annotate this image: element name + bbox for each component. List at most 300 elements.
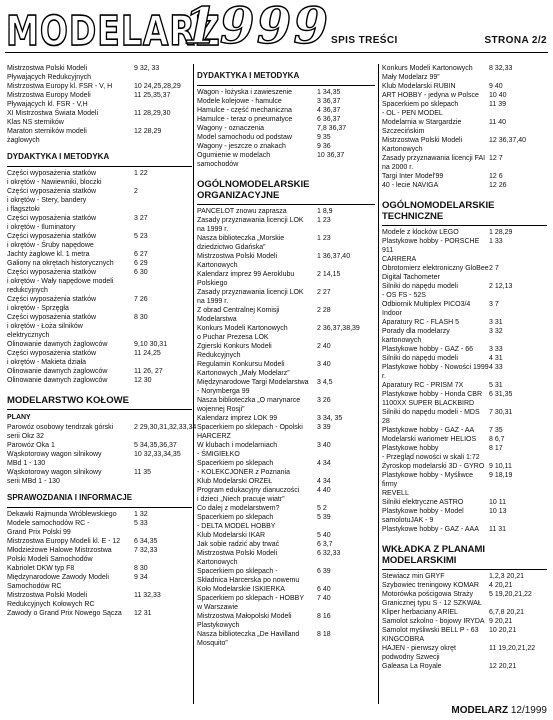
section-title: SPIS TREŚCI — [331, 35, 398, 46]
toc-entry — [197, 549, 375, 567]
entry-title: Galiony na okrętach historycznych — [7, 260, 114, 267]
toc-entry — [7, 187, 192, 214]
entry-issue-pages: 3 4,5 — [317, 379, 333, 386]
section-heading: DYDAKTYKA I METODYKA — [197, 71, 300, 80]
entry-title: Wagon - łożyska i zawieszenie — [197, 89, 293, 96]
entry-issue-pages: 9 18,19 — [489, 472, 513, 479]
entry-issue-pages: 3 33 — [489, 346, 503, 353]
entry-issue-pages: 1 22 — [134, 170, 148, 177]
entry-issue-pages: 9 36 — [317, 143, 331, 150]
toc-entry — [7, 537, 192, 546]
entry-title: Olinowanie dawnych żaglowców — [7, 377, 108, 384]
entry-title: Porady dla modelarzy kartonowych — [382, 328, 450, 344]
magazine-logo: MODELARZ — [6, 6, 221, 55]
entry-issue-pages: 5 19,20,21,22 — [489, 591, 532, 598]
entry-title: Galeasa La Royale — [382, 663, 442, 670]
entry-title: Konkurs Modeli Kartonowych Mały Modelarz 99” — [382, 65, 473, 81]
toc-entry — [7, 340, 192, 349]
entry-issue-pages: 4 36,37 — [317, 107, 341, 114]
toc-entry — [382, 590, 547, 608]
entry-issue-pages: 9 10,11 — [489, 463, 512, 470]
toc-entry — [382, 118, 547, 136]
entry-title: Szybowiec treningowy KOMAR — [382, 582, 479, 589]
entry-title: Młodzieżowe Halowe Mistrzostwa Polski Modeli Samochodów — [7, 547, 112, 563]
page-number: STRONA 2/2 — [484, 35, 547, 46]
entry-issue-pages: 2 12,13 — [489, 283, 513, 290]
toc-entry — [197, 106, 375, 115]
entry-title: Odbiornik Multiplex PICO3/4 Indoor — [382, 301, 471, 317]
toc-entry — [382, 626, 547, 644]
entry-title: XI Mistrzostwa Świata Modeli Klas NS sterników — [7, 110, 99, 126]
toc-entry — [382, 282, 547, 300]
entry-title: Mistrzostwa Europy kl. FSR - V, H — [7, 83, 113, 90]
entry-issue-pages: 5 33 — [134, 520, 148, 527]
toc-entry — [197, 142, 375, 151]
entry-title: Części wyposażenia statków i okrętów - Wały napędowe modeli redukcyjnych — [7, 269, 114, 294]
entry-title: Nasza biblioteczka „De Havilland Mosquito” — [197, 631, 300, 647]
toc-entry — [382, 100, 547, 118]
toc-entry — [382, 264, 547, 282]
entry-title: Mistrzostwa Polski Modeli Kartonowych — [382, 137, 463, 153]
entry-issue-pages: 1 34,35 — [317, 89, 341, 96]
toc-entry — [382, 444, 547, 462]
entry-issue-pages: 1 32 — [134, 511, 148, 518]
toc-entry — [382, 228, 547, 237]
entry-title: Nasza biblioteczka „O marynarce wojennej Rosji” — [197, 397, 301, 413]
toc-entry — [7, 259, 192, 268]
toc-entry — [7, 546, 192, 564]
entry-issue-pages: 12 36,37,40 — [489, 137, 526, 144]
toc-entry — [197, 477, 375, 486]
entry-title: W klubach i modelarniach - ŚMIGIEŁKO — [197, 442, 278, 458]
section-heading: DYDAKTYKA I METODYKA — [7, 152, 110, 161]
entry-title: Kalendarz imprez 99 Aeroklubu Polskiego — [197, 271, 295, 287]
toc-entry — [197, 252, 375, 270]
entry-title: Co dalej z modelarstwem? — [197, 505, 280, 512]
toc-entry — [7, 450, 192, 468]
entry-title: Silniki do napędu modeli - OS FS - 52S — [382, 283, 458, 299]
entry-issue-pages: 4 34 — [317, 460, 331, 467]
entry-issue-pages: 6 31,35 — [489, 391, 513, 398]
entry-title: Stewiacz min GRYF — [382, 573, 445, 580]
entry-issue-pages: 6 34,35 — [134, 538, 158, 545]
entry-issue-pages: 7 26 — [134, 296, 148, 303]
toc-entry — [382, 462, 547, 471]
entry-title: Spacerkiem po sklepach - DELTA MODEL HOBBY — [197, 514, 276, 530]
entry-title: Konkurs Modeli Kartonowych o Puchar Prezesa LOK — [197, 325, 288, 341]
entry-title: Ogumienie w modelach samochodów — [197, 152, 271, 168]
toc-entry — [7, 591, 192, 609]
entry-issue-pages: 6 30 — [134, 269, 148, 276]
entry-issue-pages: 2 — [134, 188, 138, 195]
entry-title: Mistrzostwa Europy Modeli Pływających kl. FSR - V,H — [7, 92, 91, 108]
toc-entry — [382, 237, 547, 264]
toc-entry — [382, 498, 547, 507]
entry-title: Wagony - oznaczenia — [197, 125, 265, 132]
entry-title: Zgierski Konkurs Modeli Redukcyjnych — [197, 343, 272, 359]
toc-entry — [382, 64, 547, 82]
toc-entry — [382, 381, 547, 390]
entry-issue-pages: 7 30,31 — [489, 409, 513, 416]
entry-title: Kalendarz imprez LOK 99 — [197, 415, 278, 422]
toc-entry — [7, 268, 192, 295]
subsection-heading: PLANY — [7, 414, 31, 421]
entry-issue-pages: 6 39 — [317, 568, 331, 575]
toc-entry — [7, 349, 192, 367]
entry-title: Obrotomierz elektroniczny GloBee Digital Tachometer — [382, 265, 489, 281]
section-heading: OGÓLNOMODELARSKIE TECHNICZNE — [382, 200, 495, 222]
entry-title: Części wyposażenia statków i okrętów - Makieta działa — [7, 350, 97, 366]
entry-title: PANCELOT znowu zaprasza — [197, 208, 287, 215]
entry-title: Jachty żaglowe kl. 1 metra — [7, 251, 90, 258]
entry-issue-pages: 7 40 — [317, 595, 331, 602]
entry-title: Zasady przyznawania licencji LOK na 1999 r. — [197, 217, 304, 233]
toc-entry — [382, 82, 547, 91]
entry-issue-pages: 7 35 — [489, 427, 503, 434]
entry-title: Silniki do napędu modeli - MDS 28 — [382, 409, 480, 425]
toc-entry — [197, 151, 375, 169]
entry-issue-pages: 2 14,15 — [317, 271, 341, 278]
entry-issue-pages: 6 29 — [134, 260, 148, 267]
toc-entry — [7, 441, 192, 450]
toc-entry — [7, 232, 192, 250]
toc-entry — [197, 441, 375, 459]
entry-issue-pages: 11 31 — [489, 526, 506, 533]
header-divider — [5, 52, 548, 53]
entry-title: Motorówka pościgowa Straży Granicznej typu S - 12 SZKWAŁ — [382, 591, 482, 607]
entry-issue-pages: 9 32, 33 — [134, 65, 160, 72]
toc-entry — [382, 354, 547, 363]
entry-title: Olinowanie dawnych żaglowców — [7, 341, 108, 348]
toc-entry — [382, 644, 547, 662]
section-heading: OGÓLNOMODELARSKIE ORGANIZACYJNE — [197, 179, 310, 201]
footer-issue: 12/1999 — [510, 705, 547, 716]
entry-issue-pages: 9 40 — [489, 83, 503, 90]
toc-entry — [197, 234, 375, 252]
page-header — [0, 0, 553, 60]
entry-issue-pages: 3 7 — [489, 301, 499, 308]
toc-entry — [7, 82, 192, 91]
toc-entry — [197, 360, 375, 378]
entry-issue-pages: 4 31 — [489, 355, 503, 362]
toc-entry — [7, 313, 192, 340]
toc-entry — [197, 216, 375, 234]
toc-entry — [7, 510, 192, 519]
entry-title: Zasady przyznawania licencji FAI na 2000 r. — [382, 155, 486, 171]
toc-entry — [382, 581, 547, 590]
entry-issue-pages: 10 11 — [489, 499, 506, 506]
entry-issue-pages: 3 34, 35 — [317, 415, 343, 422]
entry-issue-pages: 1 33 — [489, 238, 503, 245]
toc-entry — [197, 612, 375, 630]
entry-issue-pages: 10 24,25,28,29 — [134, 83, 181, 90]
entry-issue-pages: 11 39 — [489, 101, 506, 108]
entry-title: Dekawki Rajmunda Wróblewskiego — [7, 511, 117, 518]
entry-title: Silniki do napędu modeli — [382, 355, 458, 362]
section-rule — [7, 166, 192, 167]
entry-issue-pages: 2 28 — [317, 307, 331, 314]
toc-entry — [382, 345, 547, 354]
entry-title: Aparatury RC - PRISM 7X — [382, 382, 464, 389]
entry-issue-pages: 12 7 — [489, 155, 503, 162]
entry-issue-pages: 3 39 — [317, 424, 331, 431]
section-heading: WKŁADKA Z PLANAMI MODELARSKIMI — [382, 544, 486, 566]
entry-title: Samolot myśliwski BELL P - 63 KINGCOBRA — [382, 627, 479, 643]
toc-entry — [197, 288, 375, 306]
entry-title: Spacerkiem po sklepach - Składnica Harcerska po nowemu — [197, 568, 300, 584]
entry-title: Plastykowe hobby - PORSCHE 911 CARRERA — [382, 238, 480, 263]
entry-title: Plastykowe hobby - Myśliwce firmy REVELL — [382, 472, 474, 497]
column-divider — [193, 64, 194, 704]
toc-entry — [197, 124, 375, 133]
entry-title: Mistrzostwa Polski Modeli Pływających Redukcyjnych — [7, 65, 92, 81]
toc-entry — [7, 250, 192, 259]
entry-issue-pages: 8 30 — [134, 314, 148, 321]
toc-entry — [382, 154, 547, 172]
entry-title: Plastykowe hobby - Model samolotuJAK - 9 — [382, 508, 464, 524]
entry-issue-pages: 4 33 — [489, 364, 503, 371]
entry-issue-pages: 10 13 — [489, 508, 507, 515]
entry-title: Mistrzostwa Małopolski Modeli Plastykowych — [197, 613, 292, 629]
toc-entry — [197, 97, 375, 106]
toc-entry — [382, 363, 547, 381]
entry-issue-pages: 3 32 — [489, 328, 503, 335]
toc-entry — [197, 540, 375, 549]
entry-title: Samolot szkolno - bojowy IRYDA — [382, 618, 485, 625]
entry-issue-pages: 8 30 — [134, 565, 148, 572]
entry-issue-pages: 8 18 — [317, 631, 331, 638]
entry-issue-pages: 3 40 — [317, 361, 331, 368]
section-rule — [7, 507, 192, 508]
entry-issue-pages: 10 32,33,34,35 — [134, 451, 181, 458]
column-1 — [7, 64, 197, 618]
section-rule — [382, 569, 547, 570]
entry-title: Wagony - jeszcze o znakach — [197, 143, 286, 150]
toc-entry — [197, 459, 375, 477]
toc-entry — [197, 630, 375, 648]
toc-entry — [382, 136, 547, 154]
entry-title: Parowóz Oka 1 — [7, 442, 55, 449]
toc-entry — [382, 608, 547, 617]
entry-issue-pages: 2 7 — [489, 265, 499, 272]
entry-issue-pages: 1 36,37,40 — [317, 253, 351, 260]
toc-entry — [197, 207, 375, 216]
toc-entry — [197, 88, 375, 97]
toc-entry — [7, 376, 192, 385]
toc-entry — [382, 327, 547, 345]
entry-issue-pages: 3 40 — [317, 442, 331, 449]
entry-title: Części wyposażenia statków i okrętów - Łoża silników elektrycznych — [7, 314, 97, 339]
entry-title: Regulamin Konkursu Modeli Kartonowych „Mały Modelarz” — [197, 361, 290, 377]
entry-issue-pages: 3 36,37 — [317, 98, 341, 105]
toc-entry — [382, 662, 547, 671]
entry-issue-pages: 8 32,33 — [489, 65, 513, 72]
toc-entry — [197, 414, 375, 423]
entry-title: Jak sobie radzić aby trwać — [197, 541, 280, 548]
entry-title: Mistrzostwa Polski Modeli Kartonowych — [197, 550, 278, 566]
entry-title: Program edukacyjny dianuczości i dzieci „Niech pracuje wiatr” — [197, 487, 300, 503]
entry-issue-pages: 7 32,33 — [134, 547, 158, 554]
entry-title: Koło Modelarskie ISKIERKA — [197, 586, 285, 593]
entry-issue-pages: 9 35 — [317, 134, 331, 141]
entry-title: Plastykowe hobby - GAZ - AAA — [382, 526, 479, 533]
entry-title: Maraton sterników modeli żaglowych — [7, 128, 87, 144]
entry-issue-pages: 5 2 — [317, 505, 327, 512]
entry-title: Klub Modelarski IKAR — [197, 532, 266, 539]
toc-entry — [7, 423, 197, 441]
entry-issue-pages: 5 34,35,36,37 — [134, 442, 177, 449]
toc-entry — [382, 435, 547, 444]
entry-issue-pages: 7,8 36,37 — [317, 125, 347, 132]
entry-issue-pages: 9,10 30,31 — [134, 341, 168, 348]
entry-issue-pages: 12 28,29 — [134, 128, 162, 135]
entry-title: Części wyposażenia statków i okrętów - Nawiewniki, bloczki — [7, 170, 102, 186]
entry-issue-pages: 6 3,7 — [317, 541, 333, 548]
entry-issue-pages: 12 30 — [134, 377, 152, 384]
toc-entry — [382, 318, 547, 327]
entry-issue-pages: 10 40 — [489, 92, 507, 99]
entry-issue-pages: 4 34 — [317, 478, 331, 485]
toc-entry — [382, 181, 547, 190]
toc-entry — [7, 573, 192, 591]
toc-entry — [7, 169, 192, 187]
entry-title: Wąskotorowy wagon silnikowy serii MBd 1 - 130 — [7, 469, 102, 485]
toc-entry — [7, 468, 192, 486]
entry-issue-pages: 11 35 — [134, 469, 151, 476]
entry-issue-pages: 11 25,35,37 — [134, 92, 171, 99]
toc-entry — [7, 109, 192, 127]
toc-entry — [197, 342, 375, 360]
toc-entry — [197, 115, 375, 124]
toc-entry — [197, 324, 375, 342]
entry-issue-pages: 1 28,29 — [489, 229, 513, 236]
section-rule — [7, 409, 192, 410]
toc-entry — [7, 519, 192, 537]
entry-issue-pages: 8 16 — [317, 613, 331, 620]
year-title: 1999 — [183, 0, 331, 55]
toc-entry — [382, 572, 547, 581]
entry-title: Plastykowe hobby - Nowości 1999 r. — [382, 364, 489, 380]
entry-title: Spacerkiem po sklepach - KOLEKCJONER z Poznania — [197, 460, 290, 476]
entry-title: Modele z klocków LEGO — [382, 229, 459, 236]
toc-entry — [382, 507, 547, 525]
entry-issue-pages: 3 27 — [134, 215, 148, 222]
entry-issue-pages: 2 40 — [317, 343, 331, 350]
entry-title: Model samochodu od podstaw — [197, 134, 292, 141]
entry-title: Modele kolejowe - hamulce — [197, 98, 282, 105]
entry-title: Modele samochodów RC - Grand Prix Polski 99 — [7, 520, 90, 536]
entry-title: Międzynarodowe Zawody Modeli Samochodów RC — [7, 574, 109, 590]
entry-issue-pages: 5 39 — [317, 514, 331, 521]
toc-entry — [382, 525, 547, 534]
toc-entry — [382, 91, 547, 100]
column-3 — [382, 64, 547, 671]
entry-title: HAJEN - pierwszy okręt podwodny Szwecji — [382, 645, 456, 661]
entry-title: Mistrzostwa Europy Modeli kl. E - 12 — [7, 538, 121, 545]
entry-title: Spacerkiem po sklepach - Opolski HARCERZ — [197, 424, 303, 440]
entry-title: Plastykowe hobby - Honda CBR 1100XX SUPER BLACKBIRD — [382, 391, 482, 407]
toc-entry — [7, 64, 192, 82]
toc-entry — [197, 133, 375, 142]
entry-issue-pages: 11 40 — [489, 119, 506, 126]
toc-entry — [382, 617, 547, 626]
toc-entry — [382, 471, 547, 498]
entry-title: Wąskotorowy wagon silnikowy MBd 1 - 130 — [7, 451, 102, 467]
entry-title: Zawody o Grand Prix Nowego Sącza — [7, 610, 122, 617]
toc-entry — [382, 426, 547, 435]
toc-entry — [7, 127, 192, 145]
toc-entry — [197, 531, 375, 540]
toc-entry — [382, 300, 547, 318]
entry-issue-pages: 11 32,33 — [134, 592, 161, 599]
toc-entry — [197, 585, 375, 594]
entry-issue-pages: 5 40 — [317, 532, 331, 539]
entry-title: Klub Modelarski RUBIN — [382, 83, 456, 90]
entry-title: Spacerkiem po sklepach - OL - PEN MODEL — [382, 101, 459, 117]
entry-issue-pages: 1 23 — [317, 217, 331, 224]
entry-issue-pages: 12 31 — [134, 610, 152, 617]
entry-issue-pages: 2 29,30,31,32,33,34 — [134, 424, 197, 431]
toc-entry — [7, 214, 192, 232]
entry-title: Parowóz osobowy tendrzak górski serii Okz 32 — [7, 424, 114, 440]
entry-issue-pages: 12 6 — [489, 173, 503, 180]
toc-entry — [197, 567, 375, 585]
entry-title: Klub Modelarski ORZEŁ — [197, 478, 273, 485]
entry-issue-pages: 10 20,21 — [489, 627, 517, 634]
entry-title: Spacerkiem po sklepach - HOBBY w Warszawie — [197, 595, 304, 611]
toc-entry — [197, 378, 375, 396]
entry-issue-pages: 3 26 — [317, 397, 331, 404]
toc-entry — [197, 423, 375, 441]
entry-issue-pages: 11 19,20,21,22 — [489, 645, 536, 652]
entry-title: Plastykowe hobby - Przegląd nowości w skali 1:72 — [382, 445, 480, 461]
section-heading: MODELARSTWO KOŁOWE — [7, 395, 129, 406]
entry-title: 40 - lecie NAVIGA — [382, 182, 439, 189]
entry-title: Części wyposażenia statków i okrętów - Stery, bandery i flagsztoki — [7, 188, 97, 213]
entry-title: Kabriolet DKW typ F8 — [7, 565, 75, 572]
toc-entry — [7, 367, 192, 376]
entry-issue-pages: 9 20,21 — [489, 618, 513, 625]
toc-entry — [197, 504, 375, 513]
toc-entry — [7, 609, 192, 618]
entry-issue-pages: 8 6,7 — [489, 436, 505, 443]
entry-title: Kliper herbaciany ARIEL — [382, 609, 458, 616]
entry-issue-pages: 1 8,9 — [317, 208, 333, 215]
entry-title: Aparatury RC - FLASH 5 — [382, 319, 460, 326]
page-footer — [451, 705, 547, 716]
entry-title: Silniki elektryczne ASTRO — [382, 499, 464, 506]
entry-title: Mistrzostwa Polski Modeli Redukcyjnych Kołowych RC — [7, 592, 95, 608]
entry-title: Zasady przyznawania licencji LOK na 1999 r. — [197, 289, 304, 305]
entry-issue-pages: 6 27 — [134, 251, 148, 258]
entry-issue-pages: 5 23 — [134, 233, 148, 240]
section-heading: SPRAWOZDANIA I INFORMACJE — [7, 493, 133, 502]
entry-title: Żyroskop modelarski 3D - GYRO — [382, 463, 485, 470]
entry-title: Olinowanie dawnych żaglowców — [7, 368, 108, 375]
entry-title: Modelarski wariometr HELIOS — [382, 436, 477, 443]
column-divider — [378, 64, 379, 704]
entry-issue-pages: 6 36,37 — [317, 116, 341, 123]
entry-issue-pages: 1,2,3 20,21 — [489, 573, 525, 580]
toc-entry — [197, 513, 375, 531]
entry-issue-pages: 12 26 — [489, 182, 507, 189]
entry-issue-pages: 1 23 — [317, 235, 331, 242]
footer-brand: MODELARZ — [451, 705, 509, 716]
entry-issue-pages: 9 34 — [134, 574, 148, 581]
toc-entry — [197, 486, 375, 504]
toc-entry — [382, 408, 547, 426]
section-rule — [197, 204, 375, 205]
